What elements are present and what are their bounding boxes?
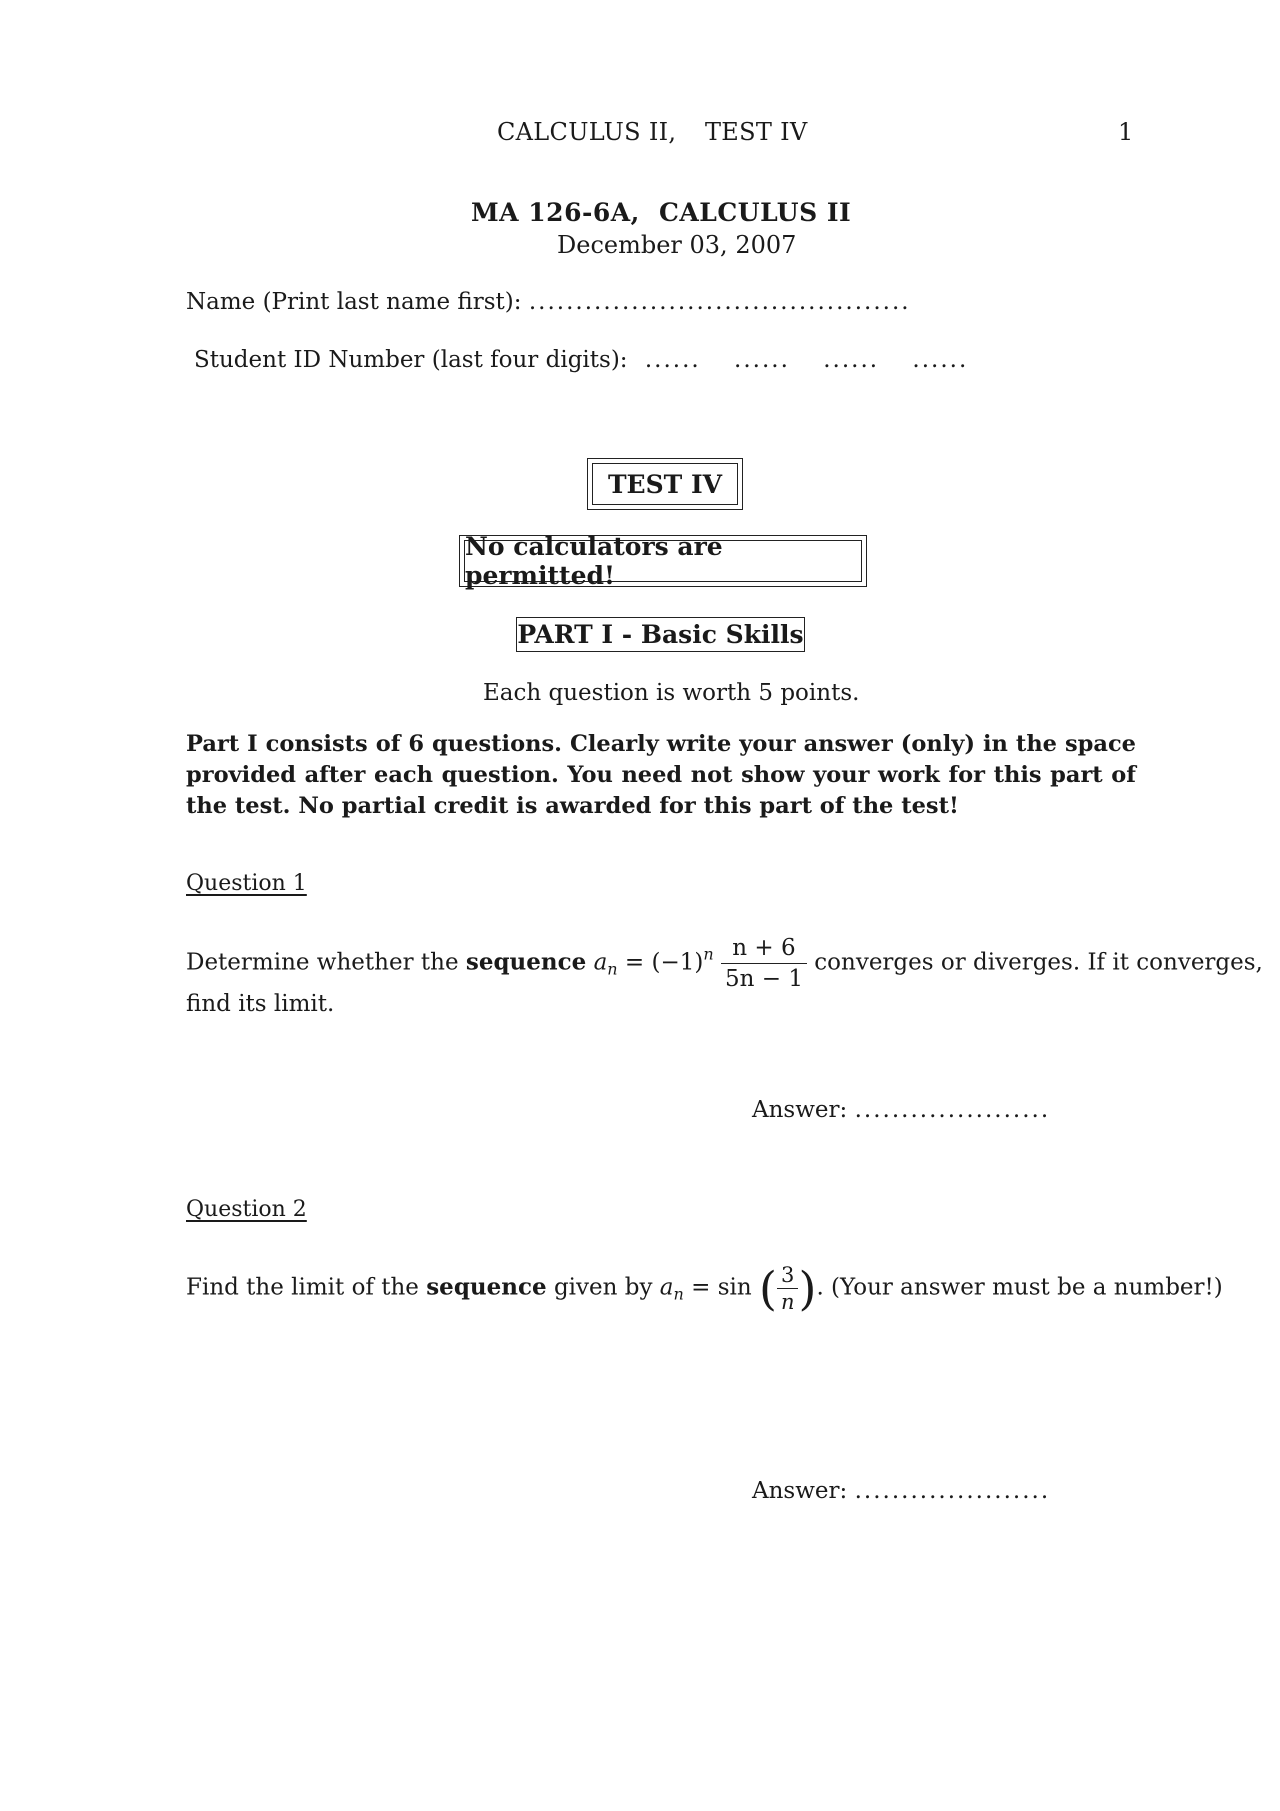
question-2-frac-den: n [780,1290,795,1314]
student-id-blank-3: ...... [823,347,880,373]
student-id-label: Student ID Number (last four digits): [194,347,628,373]
question-1-answer [752,1097,1050,1123]
question-2-text [186,1261,1223,1316]
part-title-box [516,617,805,652]
question-2-answer [752,1478,1050,1504]
question-2-label: Question 2 [186,1197,307,1222]
left-paren-icon: ( [759,1261,777,1316]
question-2-eq: = sin [691,1274,752,1301]
instructions: Part I consists of 6 questions. Clearly write your answer (only) in the space provided after each question. You need not show your work for this part of the test. No partial credit is awarded for this part of the test! [186,731,1136,819]
question-1-prefix: Determine whether the [186,949,459,976]
test-title-box [587,458,743,510]
calculator-notice: No calculators are permitted! [464,540,862,582]
course-code: MA 126-6A, [471,198,640,227]
course-name: CALCULUS II [659,198,852,227]
student-id-field [194,347,968,373]
question-1-fraction [721,936,807,991]
question-2-lhs-sub: n [673,1284,684,1304]
question-1-lhs-sub: n [607,959,618,979]
points-note: Each question is worth 5 points. [483,680,860,706]
question-1-answer-label: Answer: [752,1097,848,1123]
question-2-fraction [777,1265,799,1312]
test-title: TEST IV [592,463,738,505]
question-1-frac-den: 5n − 1 [724,966,803,992]
student-id-blank-1: ...... [644,347,701,373]
name-label: Name (Print last name first): [186,289,522,315]
question-1-text [186,936,1263,991]
right-paren-icon: ) [798,1261,817,1316]
question-1-eq: = (−1) [624,949,704,976]
name-field [186,289,911,315]
question-1-label: Question 1 [186,871,307,896]
question-1-suffix: converges or diverges. If it converges, [814,949,1263,976]
question-1-answer-blank: ..................... [854,1097,1051,1123]
question-2-answer-blank: ..................... [854,1478,1051,1504]
student-id-blank-4: ...... [912,347,969,373]
question-1-lhs: a [593,949,608,976]
question-2-frac-num: 3 [777,1265,799,1289]
question-2-prefix: Find the limit of the [186,1274,419,1301]
question-1-exp: n [703,944,714,964]
question-2-keyword: sequence [426,1273,547,1301]
name-blank: ......................................... [528,289,911,315]
question-1-frac-num: n + 6 [721,936,807,964]
question-2-middle: given by [553,1274,653,1301]
exam-date: December 03, 2007 [557,231,797,259]
question-1-line2: find its limit. [186,991,335,1017]
question-2-lhs: a [659,1274,674,1301]
page-number: 1 [1118,118,1134,146]
question-2-suffix: . (Your answer must be a number!) [816,1274,1223,1301]
running-header-course: CALCULUS II, [497,118,677,146]
question-1-keyword: sequence [465,948,587,976]
calculator-notice-box [459,532,867,590]
student-id-blank-2: ...... [734,347,790,373]
running-header-test: TEST IV [705,118,808,146]
part-title: PART I - Basic Skills [517,620,804,649]
question-2-answer-label: Answer: [752,1478,848,1504]
